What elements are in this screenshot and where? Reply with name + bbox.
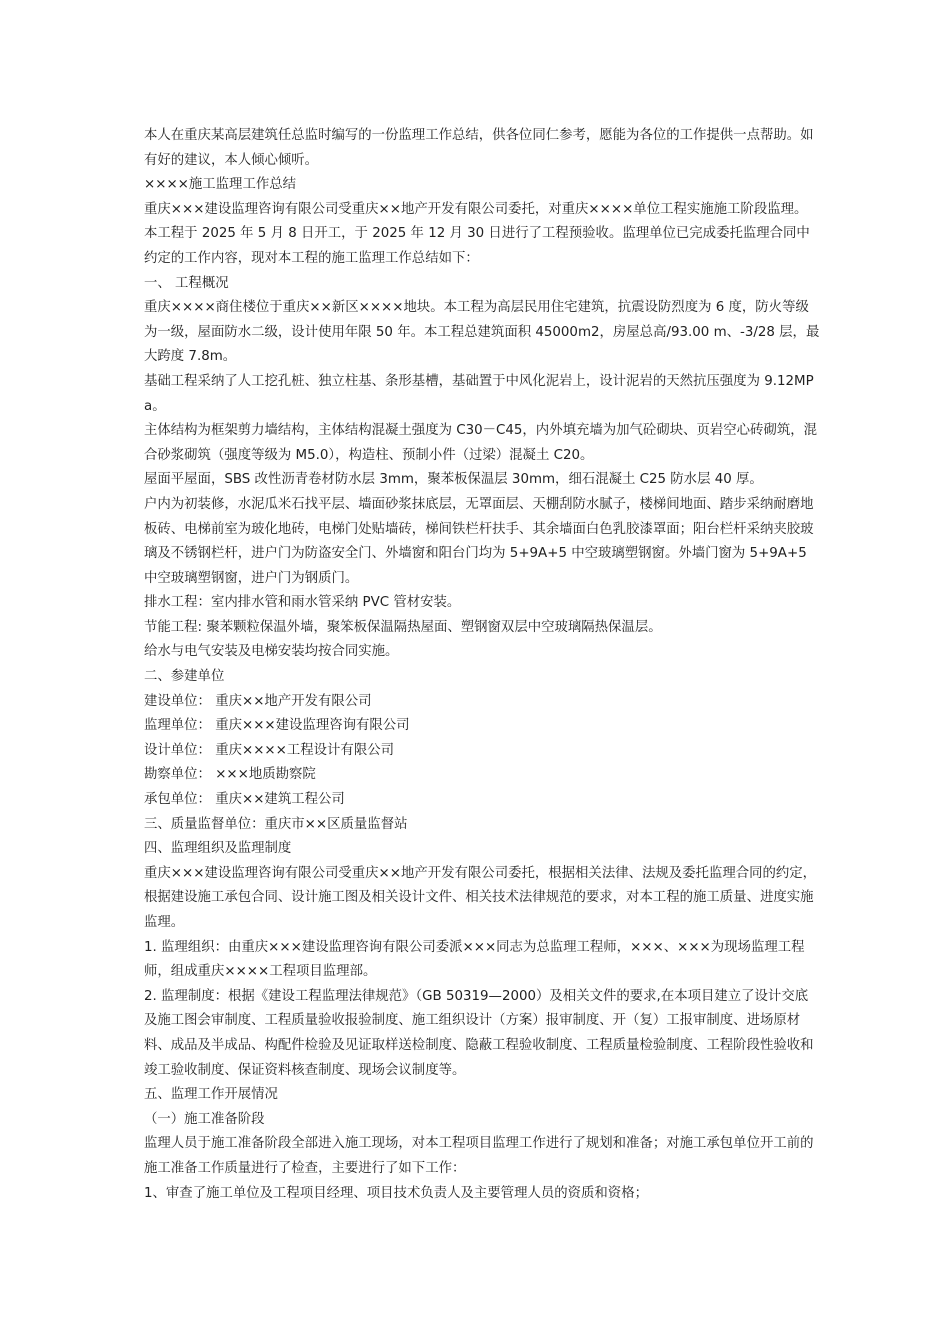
section-heading-organization: 四、监理组织及监理制度 <box>144 841 292 857</box>
subsection-heading-preparation: （一）施工准备阶段 <box>144 1111 265 1127</box>
section-heading-quality-supervision: 三、质量监督单位：重庆市××区质量监督站 <box>144 816 408 832</box>
structure-paragraph: 主体结构为框架剪力墙结构，主体结构混凝土强度为 C30－C45，内外填充墙为加气砼砌块、页岩空心砖砌筑，混合砂浆砌筑（强度等级为 M5.0），构造柱、预制小件（过梁）混凝土 C20。 <box>144 423 817 463</box>
section-heading-participants: 二、参建单位 <box>144 669 225 685</box>
roof-paragraph: 屋面平屋面，SBS 改性沥青卷材防水层 3mm，聚苯板保温层 30mm，细石混凝土 C25 防水层 40 厚。 <box>144 472 763 488</box>
participant-supervisor: 监理单位： 重庆×××建设监理咨询有限公司 <box>144 718 410 734</box>
drainage-paragraph: 排水工程：室内排水管和雨水管采纳 PVC 管材安装。 <box>144 595 461 611</box>
intro-paragraph: 本人在重庆某高层建筑任总监时编写的一份监理工作总结，供各位同仁参考，愿能为各位的工作提供一点帮助。如有好的建议，本人倾心倾听。 <box>144 128 814 168</box>
section-heading-overview: 一、 工程概况 <box>144 275 229 291</box>
commission-paragraph: 重庆×××建设监理咨询有限公司受重庆××地产开发有限公司委托，对重庆××××单位工程实施施工阶段监理。本工程于 2025 年 5 月 8 日开工，于 2025 年 12 月 30 日进行了工程预验收。监理单位已完成委托监理合同中约定的工作内容，现对本工程的施工监理工作总结如下： <box>144 201 810 266</box>
participant-contractor: 承包单位： 重庆××建筑工程公司 <box>144 792 345 808</box>
installation-paragraph: 给水与电气安装及电梯安装均按合同实施。 <box>144 644 399 660</box>
energy-paragraph: 节能工程: 聚苯颗粒保温外墙，聚笨板保温隔热屋面、塑钢窗双层中空玻璃隔热保温层。 <box>144 619 662 635</box>
foundation-paragraph: 基础工程采纳了人工挖孔桩、独立柱基、条形基槽，基础置于中风化泥岩上，设计泥岩的天然抗压强度为 9.12MPa。 <box>144 373 814 414</box>
overview-paragraph: 重庆××××商住楼位于重庆××新区××××地块。本工程为高层民用住宅建筑，抗震设防烈度为 6 度，防火等级为一级，屋面防水二级，设计使用年限 50 年。本工程总建筑面积 45000m2，房屋总高/93.00 m、-3/28 层，最大跨度 7.8m。 <box>144 300 820 365</box>
participant-designer: 设计单位： 重庆××××工程设计有限公司 <box>144 742 394 758</box>
preparation-item-1: 1、审查了施工单位及工程项目经理、项目技术负责人及主要管理人员的资质和资格； <box>144 1185 648 1201</box>
preparation-paragraph: 监理人员于施工准备阶段全部进入施工现场，对本工程项目监理工作进行了规划和准备；对施工承包单位开工前的施工准备工作质量进行了检查，主要进行了如下工作： <box>144 1136 814 1176</box>
participant-owner: 建设单位： 重庆××地产开发有限公司 <box>144 693 372 709</box>
organization-item-2: 2. 监理制度：根据《建设工程监理法律规范》（GB 50319—2000）及相关文件的要求,在本项目建立了设计交底及施工图会审制度、工程质量验收报验制度、施工组织设计（方案）报审制度、开（复）工报审制度、进场原材料、成品及半成品、构配件检验及见证取样送检制度、隐蔽工程验收制度、工程质量检验制度、工程阶段性验收和竣工验收制度、保证资料核查制度、现场会议制度等。 <box>144 988 814 1078</box>
document-body <box>144 124 820 1206</box>
document-title: ××××施工监理工作总结 <box>144 177 297 193</box>
interior-paragraph: 户内为初装修，水泥瓜米石找平层、墙面砂浆抹底层，无罩面层、天棚刮防水腻子，楼梯间地面、踏步采纳耐磨地板砖、电梯前室为玻化地砖，电梯门处贴墙砖，梯间铁栏杆扶手、其余墙面白色乳胶漆罩面；阳台栏杆采纳夹胶玻璃及不锈钢栏杆，进户门为防盗安全门、外墙窗和阳台门均为 5+9A+5 中空玻璃塑钢窗。外墙门窗为 5+9A+5 中空玻璃塑钢窗，进户门为钢质门。 <box>144 496 814 586</box>
organization-item-1: 1. 监理组织：由重庆×××建设监理咨询有限公司委派×××同志为总监理工程师，×××、×××为现场监理工程师，组成重庆××××工程项目监理部。 <box>144 939 805 980</box>
participant-surveyor: 勘察单位： ×××地质勘察院 <box>144 767 316 783</box>
organization-paragraph: 重庆×××建设监理咨询有限公司受重庆××地产开发有限公司委托，根据相关法律、法规及委托监理合同的约定，根据建设施工承包合同、设计施工图及相关设计文件、相关技术法律规范的要求，对本工程的施工质量、进度实施监理。 <box>144 865 817 930</box>
section-heading-work: 五、监理工作开展情况 <box>144 1087 278 1103</box>
